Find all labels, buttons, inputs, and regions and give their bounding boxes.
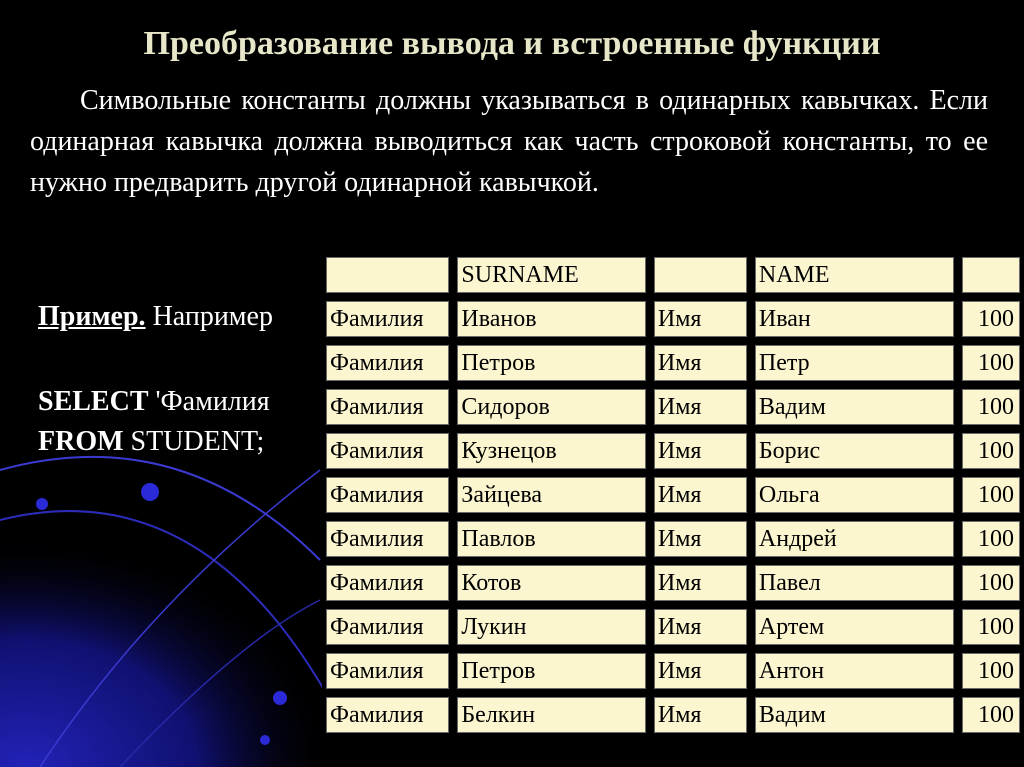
example-line	[38, 296, 273, 337]
orb-3	[273, 691, 287, 705]
sql-select-rest: 'Фамилия	[148, 386, 270, 417]
table-cell: Борис	[751, 429, 958, 473]
sql-from-line	[38, 422, 270, 462]
table-cell: Петров	[453, 649, 650, 693]
table-cell: Фамилия	[322, 385, 453, 429]
table-cell: Фамилия	[322, 473, 453, 517]
example-text: Например	[145, 301, 273, 332]
orb-2	[36, 498, 48, 510]
table-cell: Имя	[650, 693, 751, 737]
table-row	[322, 605, 1024, 649]
sql-query	[38, 382, 270, 462]
table-cell: Иванов	[453, 297, 650, 341]
table-cell: Фамилия	[322, 517, 453, 561]
header-cell-name: NAME	[751, 253, 958, 297]
orb-1	[141, 483, 159, 501]
table-cell: Петр	[751, 341, 958, 385]
table-cell: Имя	[650, 429, 751, 473]
header-cell-surname: SURNAME	[453, 253, 650, 297]
table-cell: Имя	[650, 473, 751, 517]
header-cell	[958, 253, 1024, 297]
table-cell: Иван	[751, 297, 958, 341]
sql-from-keyword: FROM	[38, 426, 124, 457]
table-cell: Андрей	[751, 517, 958, 561]
table-cell: Павел	[751, 561, 958, 605]
sql-from-rest: STUDENT;	[123, 426, 265, 457]
table-row	[322, 693, 1024, 737]
header-cell	[322, 253, 453, 297]
example-label: Пример.	[38, 301, 146, 332]
table-cell: Белкин	[453, 693, 650, 737]
table-cell: Павлов	[453, 517, 650, 561]
table-cell: Имя	[650, 649, 751, 693]
table-cell: Имя	[650, 385, 751, 429]
table-row	[322, 561, 1024, 605]
table-cell: 100	[958, 649, 1024, 693]
table-cell: 100	[958, 693, 1024, 737]
table-cell: Имя	[650, 341, 751, 385]
table-cell: Зайцева	[453, 473, 650, 517]
table-cell: Фамилия	[322, 561, 453, 605]
table-cell: Артем	[751, 605, 958, 649]
table-cell: Имя	[650, 517, 751, 561]
result-table	[322, 253, 1024, 737]
table-cell: 100	[958, 605, 1024, 649]
body-paragraph: Символьные константы должны указываться в одинарных кавычках. Если одинарная кавычка должна выводиться как часть строковой константы, то ее нужно предварить другой одинарной кавычкой.	[30, 85, 988, 198]
table-cell: 100	[958, 297, 1024, 341]
table-cell: Фамилия	[322, 693, 453, 737]
table-cell: 100	[958, 341, 1024, 385]
table-cell: Фамилия	[322, 341, 453, 385]
table-cell: Сидоров	[453, 385, 650, 429]
table-cell: 100	[958, 517, 1024, 561]
table-row	[322, 385, 1024, 429]
table-row	[322, 297, 1024, 341]
sql-select-line	[38, 382, 270, 422]
table-row	[322, 341, 1024, 385]
table-cell: Петров	[453, 341, 650, 385]
table-cell: Имя	[650, 561, 751, 605]
table-cell: 100	[958, 473, 1024, 517]
table-cell: Фамилия	[322, 649, 453, 693]
table-cell: Кузнецов	[453, 429, 650, 473]
orb-4	[260, 735, 270, 745]
header-cell	[650, 253, 751, 297]
table-cell: Вадим	[751, 385, 958, 429]
table-cell: 100	[958, 561, 1024, 605]
table-cell: 100	[958, 385, 1024, 429]
table-cell: Фамилия	[322, 297, 453, 341]
table-header-row	[322, 253, 1024, 297]
sql-select-keyword: SELECT	[38, 386, 149, 417]
table-cell: Котов	[453, 561, 650, 605]
table-row	[322, 649, 1024, 693]
slide-title: Преобразование вывода и встроенные функции	[143, 25, 881, 62]
table-row	[322, 473, 1024, 517]
table-cell: Имя	[650, 297, 751, 341]
table-cell: Вадим	[751, 693, 958, 737]
table-cell: Имя	[650, 605, 751, 649]
table-cell: Антон	[751, 649, 958, 693]
table-row	[322, 429, 1024, 473]
table-row	[322, 517, 1024, 561]
table-cell: 100	[958, 429, 1024, 473]
table-cell: Ольга	[751, 473, 958, 517]
table-cell: Фамилия	[322, 605, 453, 649]
table-cell: Лукин	[453, 605, 650, 649]
table-cell: Фамилия	[322, 429, 453, 473]
